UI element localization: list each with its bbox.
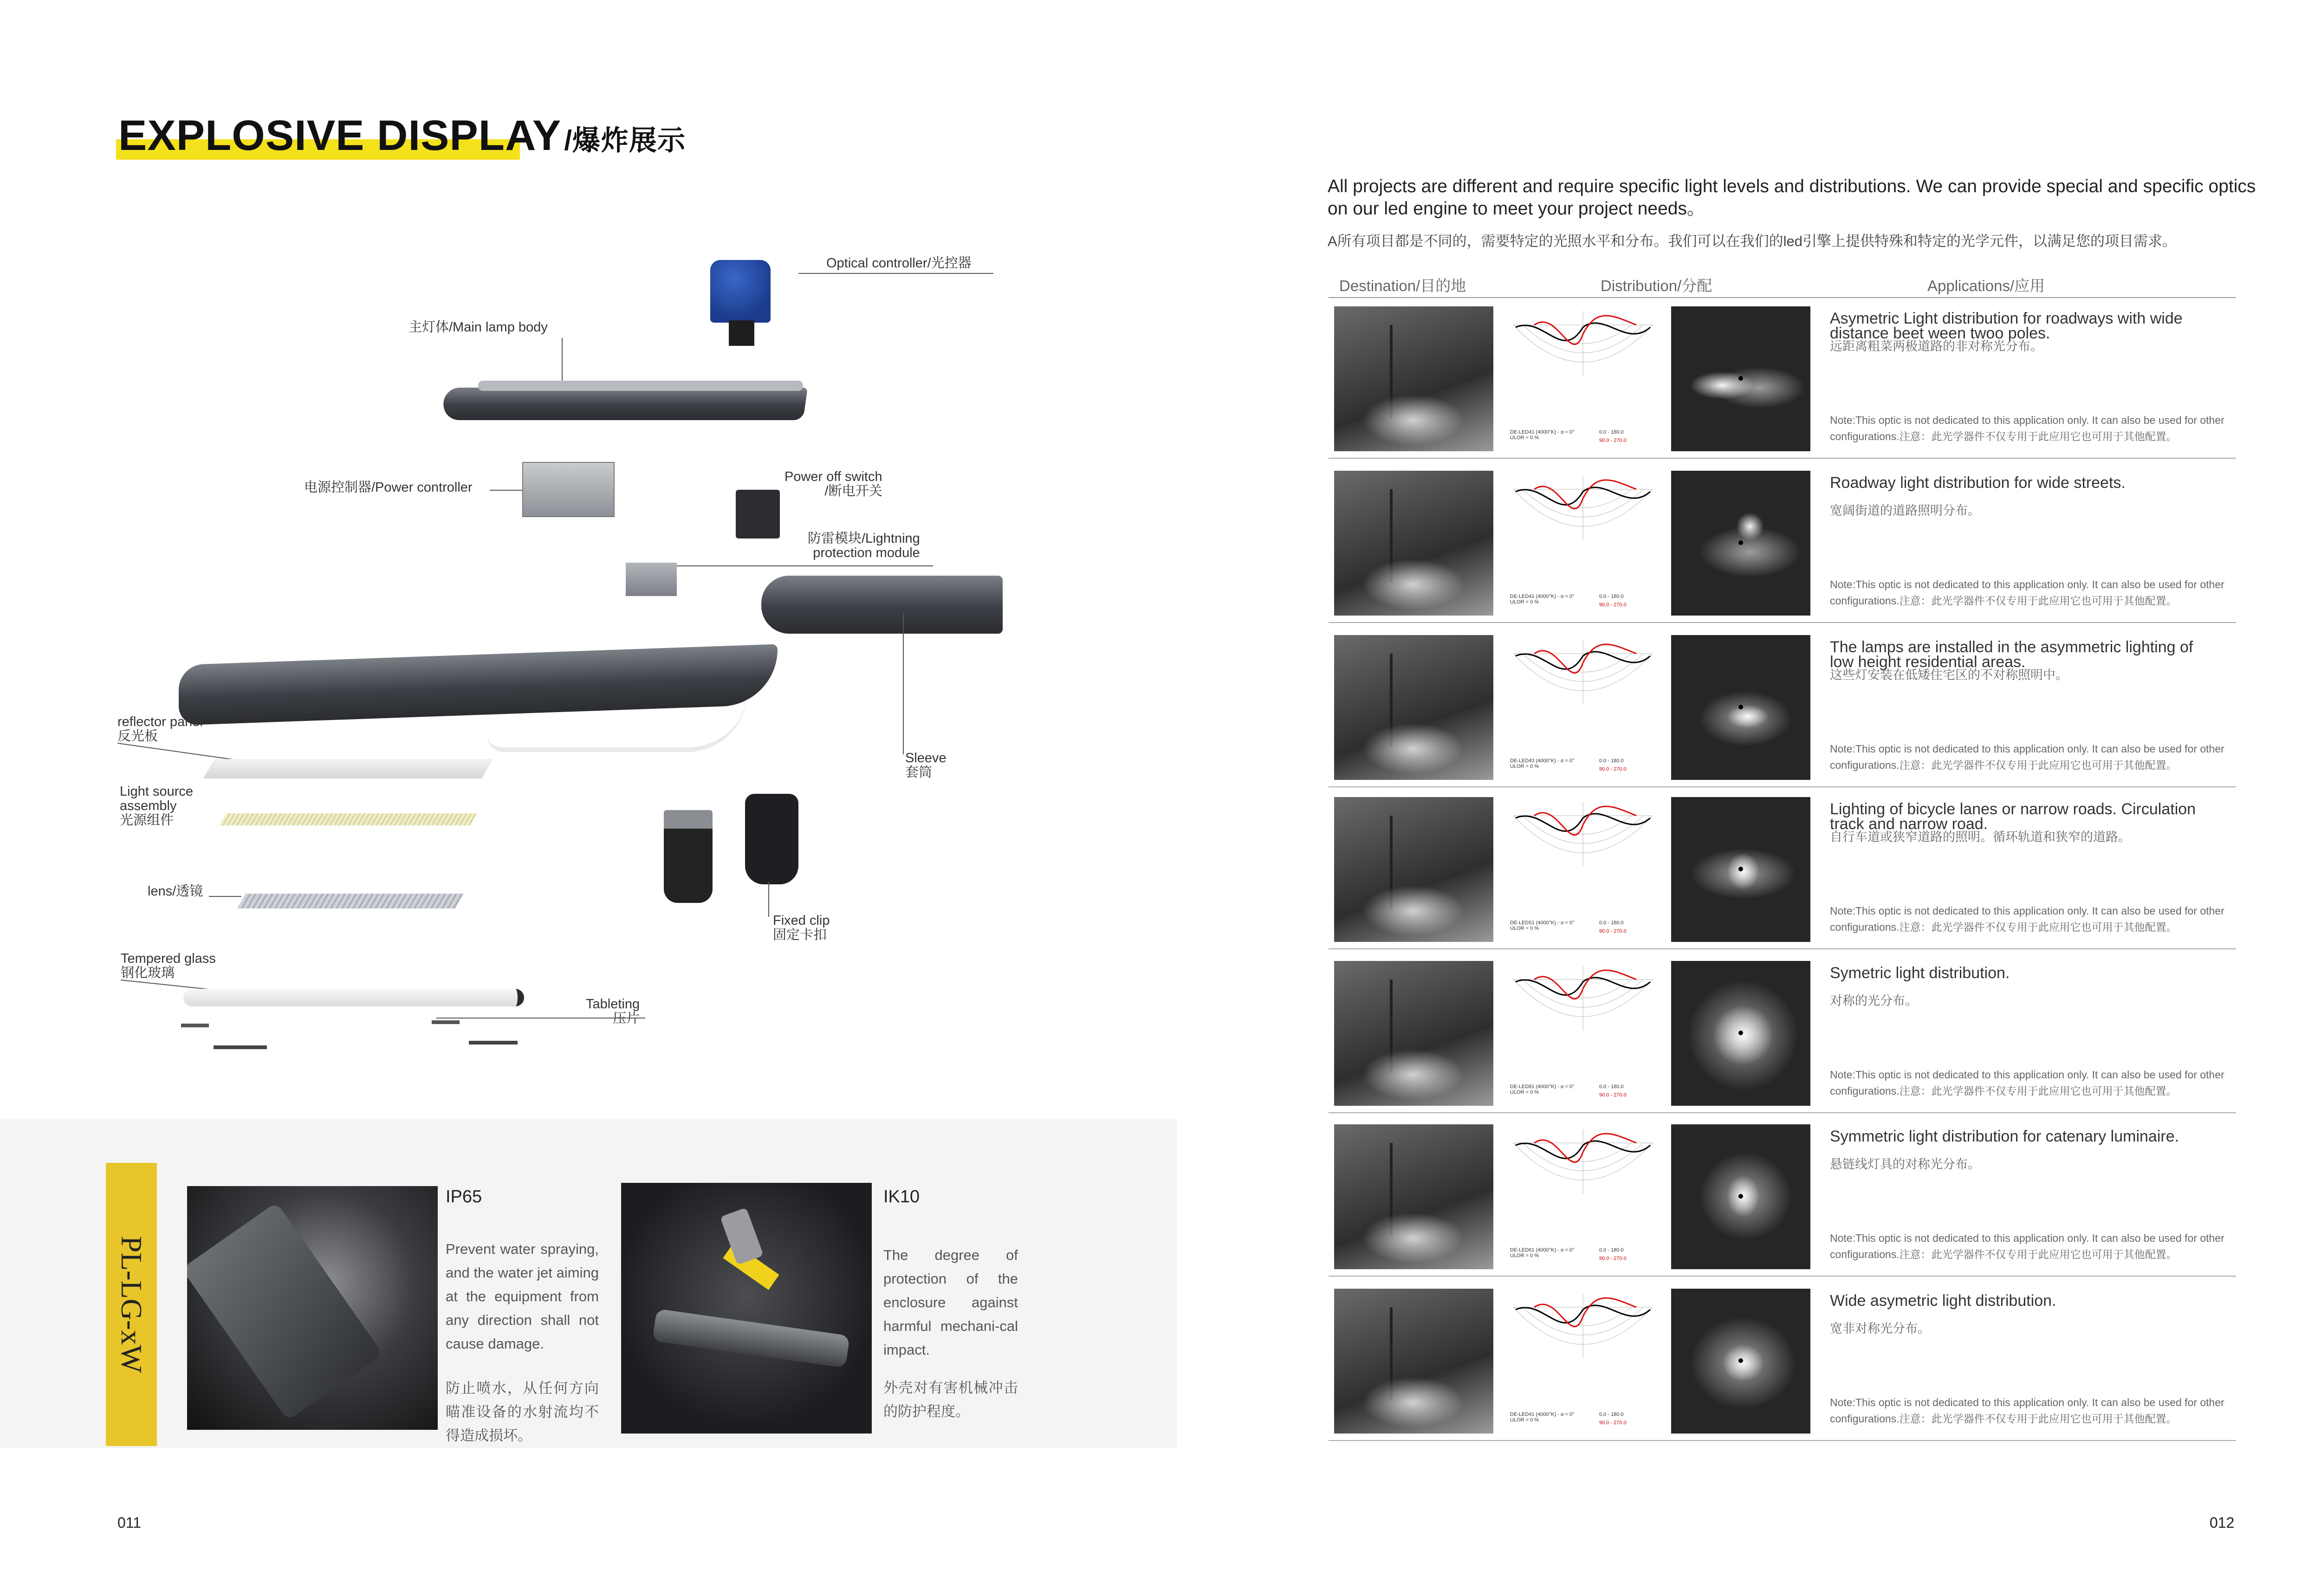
polar-distribution-chart xyxy=(1506,471,1660,616)
isolux-chart xyxy=(1671,306,1810,451)
polar-legend-black: 0.0 - 180.0 xyxy=(1599,1412,1624,1417)
label-sleeve-cn: 套筒 xyxy=(905,765,933,780)
application-text-cn: 宽非对称光分布。 xyxy=(1830,1322,1930,1336)
ip65-text-cn: 防止喷水，从任何方向瞄准设备的水射流均不得造成损坏。 xyxy=(446,1380,599,1444)
destination-photo xyxy=(1334,635,1493,780)
table-row xyxy=(1329,1119,2236,1282)
label-tableting-en: Tableting xyxy=(586,997,640,1012)
polar-legend-red: 90.0 - 270.0 xyxy=(1599,928,1627,934)
label-lightning-cn: 防雷模块/Lightning xyxy=(808,531,920,546)
polar-legend-red: 90.0 - 270.0 xyxy=(1599,602,1627,608)
sleeve-image xyxy=(761,576,1003,634)
polar-legend-black: 0.0 - 180.0 xyxy=(1599,758,1624,764)
label-power-off-switch-cn: /断电开关 xyxy=(824,484,882,499)
label-reflector-en: reflector panel xyxy=(117,714,203,729)
tableting-piece-2 xyxy=(214,1045,267,1049)
isolux-chart xyxy=(1671,961,1810,1106)
tableting-piece-1 xyxy=(181,1024,209,1027)
column-header-rule xyxy=(1329,297,2236,298)
luminaire-point xyxy=(1738,376,1743,381)
isolux-inner xyxy=(1736,513,1764,540)
optic-note: Note:This optic is not dedicated to this application only. It can also be used for other configurations.注意：此光学器件不仅专用于此应用它也可用于其他配置。 xyxy=(1830,414,2224,442)
row-divider xyxy=(1329,458,2236,459)
label-fixed-clip xyxy=(773,914,830,942)
label-reflector-cn: 反光板 xyxy=(117,729,158,744)
polar-distribution-chart xyxy=(1506,306,1660,451)
table-row xyxy=(1329,792,2236,955)
page-number-right: 012 xyxy=(2210,1514,2235,1531)
light-pool xyxy=(1362,395,1464,446)
polar-distribution-chart xyxy=(1506,1289,1660,1434)
application-text-en: Roadway light distribution for wide streets. xyxy=(1830,474,2126,492)
label-lightning-en: protection module xyxy=(813,545,920,560)
light-pool xyxy=(1362,723,1464,774)
column-header-distribution: Distribution/分配 xyxy=(1601,277,1712,294)
isolux-inner xyxy=(1727,1175,1759,1217)
luminaire-point xyxy=(1738,867,1743,871)
table-row xyxy=(1329,1283,2236,1447)
polar-legend-black: 0.0 - 180.0 xyxy=(1599,1247,1624,1253)
tempered-glass-image xyxy=(183,989,524,1006)
luminaire-point xyxy=(1738,705,1743,709)
optic-note: Note:This optic is not dedicated to this application only. It can also be used for other configurations.注意：此光学器件不仅专用于此应用它也可用于其他配置。 xyxy=(1830,1069,2224,1097)
ip65-text-en: Prevent water spraying, and the water jet aiming at the equipment from any direction shall not cause damage. xyxy=(446,1241,599,1352)
ik10-text-en: The degree of protection of the enclosure against harmful mechani-cal impact. xyxy=(883,1247,1018,1358)
isolux-inner xyxy=(1722,1344,1764,1382)
polar-label: DE-LED81 (4000°K) - α = 0° ULOR = 0 % xyxy=(1510,1084,1575,1095)
application-text-cn: 自行车道或狭窄道路的照明。循环轨道和狭窄的道路。 xyxy=(1830,830,2131,844)
polar-legend-black: 0.0 - 180.0 xyxy=(1599,1084,1624,1090)
main-lamp-body-top xyxy=(478,381,803,391)
light-pool xyxy=(1362,1049,1464,1100)
destination-photo xyxy=(1334,797,1493,942)
row-divider xyxy=(1329,622,2236,623)
table-row xyxy=(1329,465,2236,629)
destination-photo xyxy=(1334,961,1493,1106)
light-source-image xyxy=(219,813,477,825)
label-optical-controller: Optical controller/光控器 xyxy=(826,256,972,271)
isolux-inner xyxy=(1713,1005,1773,1065)
isolux-inner xyxy=(1727,705,1769,728)
label-fixed-clip-en: Fixed clip xyxy=(773,913,830,928)
destination-photo xyxy=(1334,471,1493,616)
main-lamp-body-image xyxy=(441,388,808,420)
destination-photo xyxy=(1334,1289,1493,1434)
luminaire-point xyxy=(1738,540,1743,545)
polar-distribution-chart xyxy=(1506,635,1660,780)
polar-legend-black: 0.0 - 180.0 xyxy=(1599,920,1624,926)
row-divider xyxy=(1329,1276,2236,1277)
polar-label: DE-LED61 (4000°K) - α = 0° ULOR = 0 % xyxy=(1510,1247,1575,1259)
destination-photo xyxy=(1334,1124,1493,1269)
isolux-chart xyxy=(1671,797,1810,942)
row-divider xyxy=(1329,786,2236,787)
isolux-chart xyxy=(1671,1289,1810,1434)
polar-label: DE-LED51 (4000°K) - α = 0° ULOR = 0 % xyxy=(1510,920,1575,931)
row-divider xyxy=(1329,1112,2236,1113)
label-fixed-clip-cn: 固定卡扣 xyxy=(773,928,827,942)
polar-distribution-chart xyxy=(1506,797,1660,942)
polar-legend-black: 0.0 - 180.0 xyxy=(1599,594,1624,599)
isolux-chart xyxy=(1671,1124,1810,1269)
application-text-cn: 远距离粗菜两极道路的非对称光分布。 xyxy=(1830,339,2043,353)
power-off-switch-image xyxy=(736,490,780,538)
optical-controller-base xyxy=(729,320,754,346)
intro-text-en: All projects are different and require specific light levels and distributions. We can provide special and specific optics on our led engine to meet your project needs。 xyxy=(1328,176,2256,219)
application-text-cn: 宽阔街道的道路照明分布。 xyxy=(1830,504,1980,518)
light-pool xyxy=(1362,885,1464,936)
reflector-panel-image xyxy=(203,759,493,779)
ip65-title: IP65 xyxy=(446,1187,482,1207)
ik10-photo xyxy=(621,1183,872,1434)
application-text-en: The lamps are installed in the asymmetric lighting of low height residential areas. xyxy=(1830,638,2193,671)
label-lens: lens/透镜 xyxy=(148,884,203,899)
label-main-lamp-body: 主灯体/Main lamp body xyxy=(408,320,548,335)
polar-legend-red: 90.0 - 270.0 xyxy=(1599,1420,1627,1426)
page-title xyxy=(118,111,686,160)
luminaire-point xyxy=(1738,1031,1743,1035)
light-pool xyxy=(1362,1213,1464,1264)
label-light-source xyxy=(120,785,193,828)
label-sleeve xyxy=(905,751,947,780)
polar-distribution-chart xyxy=(1506,961,1660,1106)
polar-legend-black: 0.0 - 180.0 xyxy=(1599,429,1624,435)
optic-note: Note:This optic is not dedicated to this application only. It can also be used for other configurations.注意：此光学器件不仅专用于此应用它也可用于其他配置。 xyxy=(1830,743,2224,771)
fixed-clip-image-1 xyxy=(664,810,713,903)
title-en: EXPLOSIVE DISPLAY xyxy=(118,112,562,159)
label-power-off-switch xyxy=(784,470,882,499)
label-sleeve-en: Sleeve xyxy=(905,751,947,766)
application-text-en: Symetric light distribution. xyxy=(1830,964,2010,982)
polar-distribution-chart xyxy=(1506,1124,1660,1269)
polar-label: DE-LED41 (4000°K) - α = 0° ULOR = 0 % xyxy=(1510,594,1575,605)
lightning-module-image xyxy=(626,563,677,596)
label-power-controller: 电源控制器/Power controller xyxy=(304,480,473,495)
ik10-title: IK10 xyxy=(883,1187,920,1207)
polar-label: DE-LED43 (4000°K) - α = 0° ULOR = 0 % xyxy=(1510,758,1575,769)
label-reflector-panel xyxy=(117,715,203,744)
light-pool xyxy=(1362,559,1464,610)
model-tag xyxy=(106,1163,157,1446)
luminaire-point xyxy=(1738,1194,1743,1199)
column-header-applications: Applications/应用 xyxy=(1927,277,2045,294)
destination-photo xyxy=(1334,306,1493,451)
column-header-destination: Destination/目的地 xyxy=(1339,277,1466,294)
label-light-source-en1: Light source xyxy=(120,784,193,799)
polar-legend-red: 90.0 - 270.0 xyxy=(1599,1092,1627,1098)
application-text-cn: 悬链线灯具的对称光分布。 xyxy=(1830,1157,1980,1171)
table-row xyxy=(1329,301,2236,464)
light-pool xyxy=(1362,1377,1464,1428)
lens-image xyxy=(237,894,464,908)
row-divider xyxy=(1329,948,2236,949)
lamp-housing-lip xyxy=(487,692,747,752)
isolux-chart xyxy=(1671,635,1810,780)
application-text-en: Asymetric Light distribution for roadways with wide distance beet ween twoo poles. xyxy=(1830,310,2183,342)
table-row xyxy=(1329,629,2236,793)
optical-controller-image xyxy=(710,260,771,323)
fixed-clip-image-2 xyxy=(745,794,798,884)
isolux-inner xyxy=(1690,371,1755,399)
label-light-source-cn: 光源组件 xyxy=(120,813,174,828)
polar-legend-red: 90.0 - 270.0 xyxy=(1599,766,1627,772)
polar-label: DE-LED41 (4000°K) - α = 0° ULOR = 0 % xyxy=(1510,429,1575,441)
application-text-en: Symmetric light distribution for catenary luminaire. xyxy=(1830,1128,2179,1145)
page-number-left: 011 xyxy=(117,1514,142,1531)
optic-note: Note:This optic is not dedicated to this application only. It can also be used for other configurations.注意：此光学器件不仅专用于此应用它也可用于其他配置。 xyxy=(1830,1396,2224,1425)
ik10-text-cn: 外壳对有害机械冲击的防护程度。 xyxy=(883,1380,1018,1420)
optic-note: Note:This optic is not dedicated to this application only. It can also be used for other configurations.注意：此光学器件不仅专用于此应用它也可用于其他配置。 xyxy=(1830,1232,2224,1260)
power-controller-image xyxy=(522,462,615,517)
model-tag-text: PL-LG-xW xyxy=(115,1236,148,1373)
intro-text-cn: A所有项目都是不同的，需要特定的光照水平和分布。我们可以在我们的led引擎上提供特殊和特定的光学元件，以满足您的项目需求。 xyxy=(1328,233,2177,249)
tableting-piece-4 xyxy=(469,1041,518,1045)
application-text-cn: 对称的光分布。 xyxy=(1830,994,1918,1008)
row-divider xyxy=(1329,1440,2236,1441)
label-glass-cn: 钢化玻璃 xyxy=(121,966,175,980)
application-text-en: Wide asymetric light distribution. xyxy=(1830,1292,2056,1310)
label-power-off-switch-en: Power off switch xyxy=(784,469,882,484)
polar-label: DE-LED41 (4000°K) - α = 0° ULOR = 0 % xyxy=(1510,1412,1575,1423)
application-text-cn: 这些灯安装在低矮住宅区的不对称照明中。 xyxy=(1830,668,2068,682)
label-glass-en: Tempered glass xyxy=(121,951,216,966)
label-light-source-en2: assembly xyxy=(120,798,177,813)
label-lightning-protection xyxy=(808,532,920,560)
isolux-inner xyxy=(1727,853,1759,890)
polar-legend-red: 90.0 - 270.0 xyxy=(1599,1256,1627,1261)
ip65-photo xyxy=(187,1186,438,1430)
label-tableting xyxy=(586,997,640,1026)
label-tempered-glass xyxy=(121,952,216,980)
application-text-en: Lighting of bicycle lanes or narrow roads. Circulation track and narrow road. xyxy=(1830,800,2196,833)
isolux-chart xyxy=(1671,471,1810,616)
polar-legend-red: 90.0 - 270.0 xyxy=(1599,438,1627,443)
luminaire-point xyxy=(1738,1358,1743,1363)
title-cn: /爆炸展示 xyxy=(564,125,686,156)
label-tableting-cn: 压片 xyxy=(613,1011,640,1026)
tableting-piece-3 xyxy=(432,1020,460,1024)
optic-note: Note:This optic is not dedicated to this application only. It can also be used for other configurations.注意：此光学器件不仅专用于此应用它也可用于其他配置。 xyxy=(1830,578,2224,607)
optic-note: Note:This optic is not dedicated to this application only. It can also be used for other configurations.注意：此光学器件不仅专用于此应用它也可用于其他配置。 xyxy=(1830,905,2224,933)
table-row xyxy=(1329,955,2236,1119)
